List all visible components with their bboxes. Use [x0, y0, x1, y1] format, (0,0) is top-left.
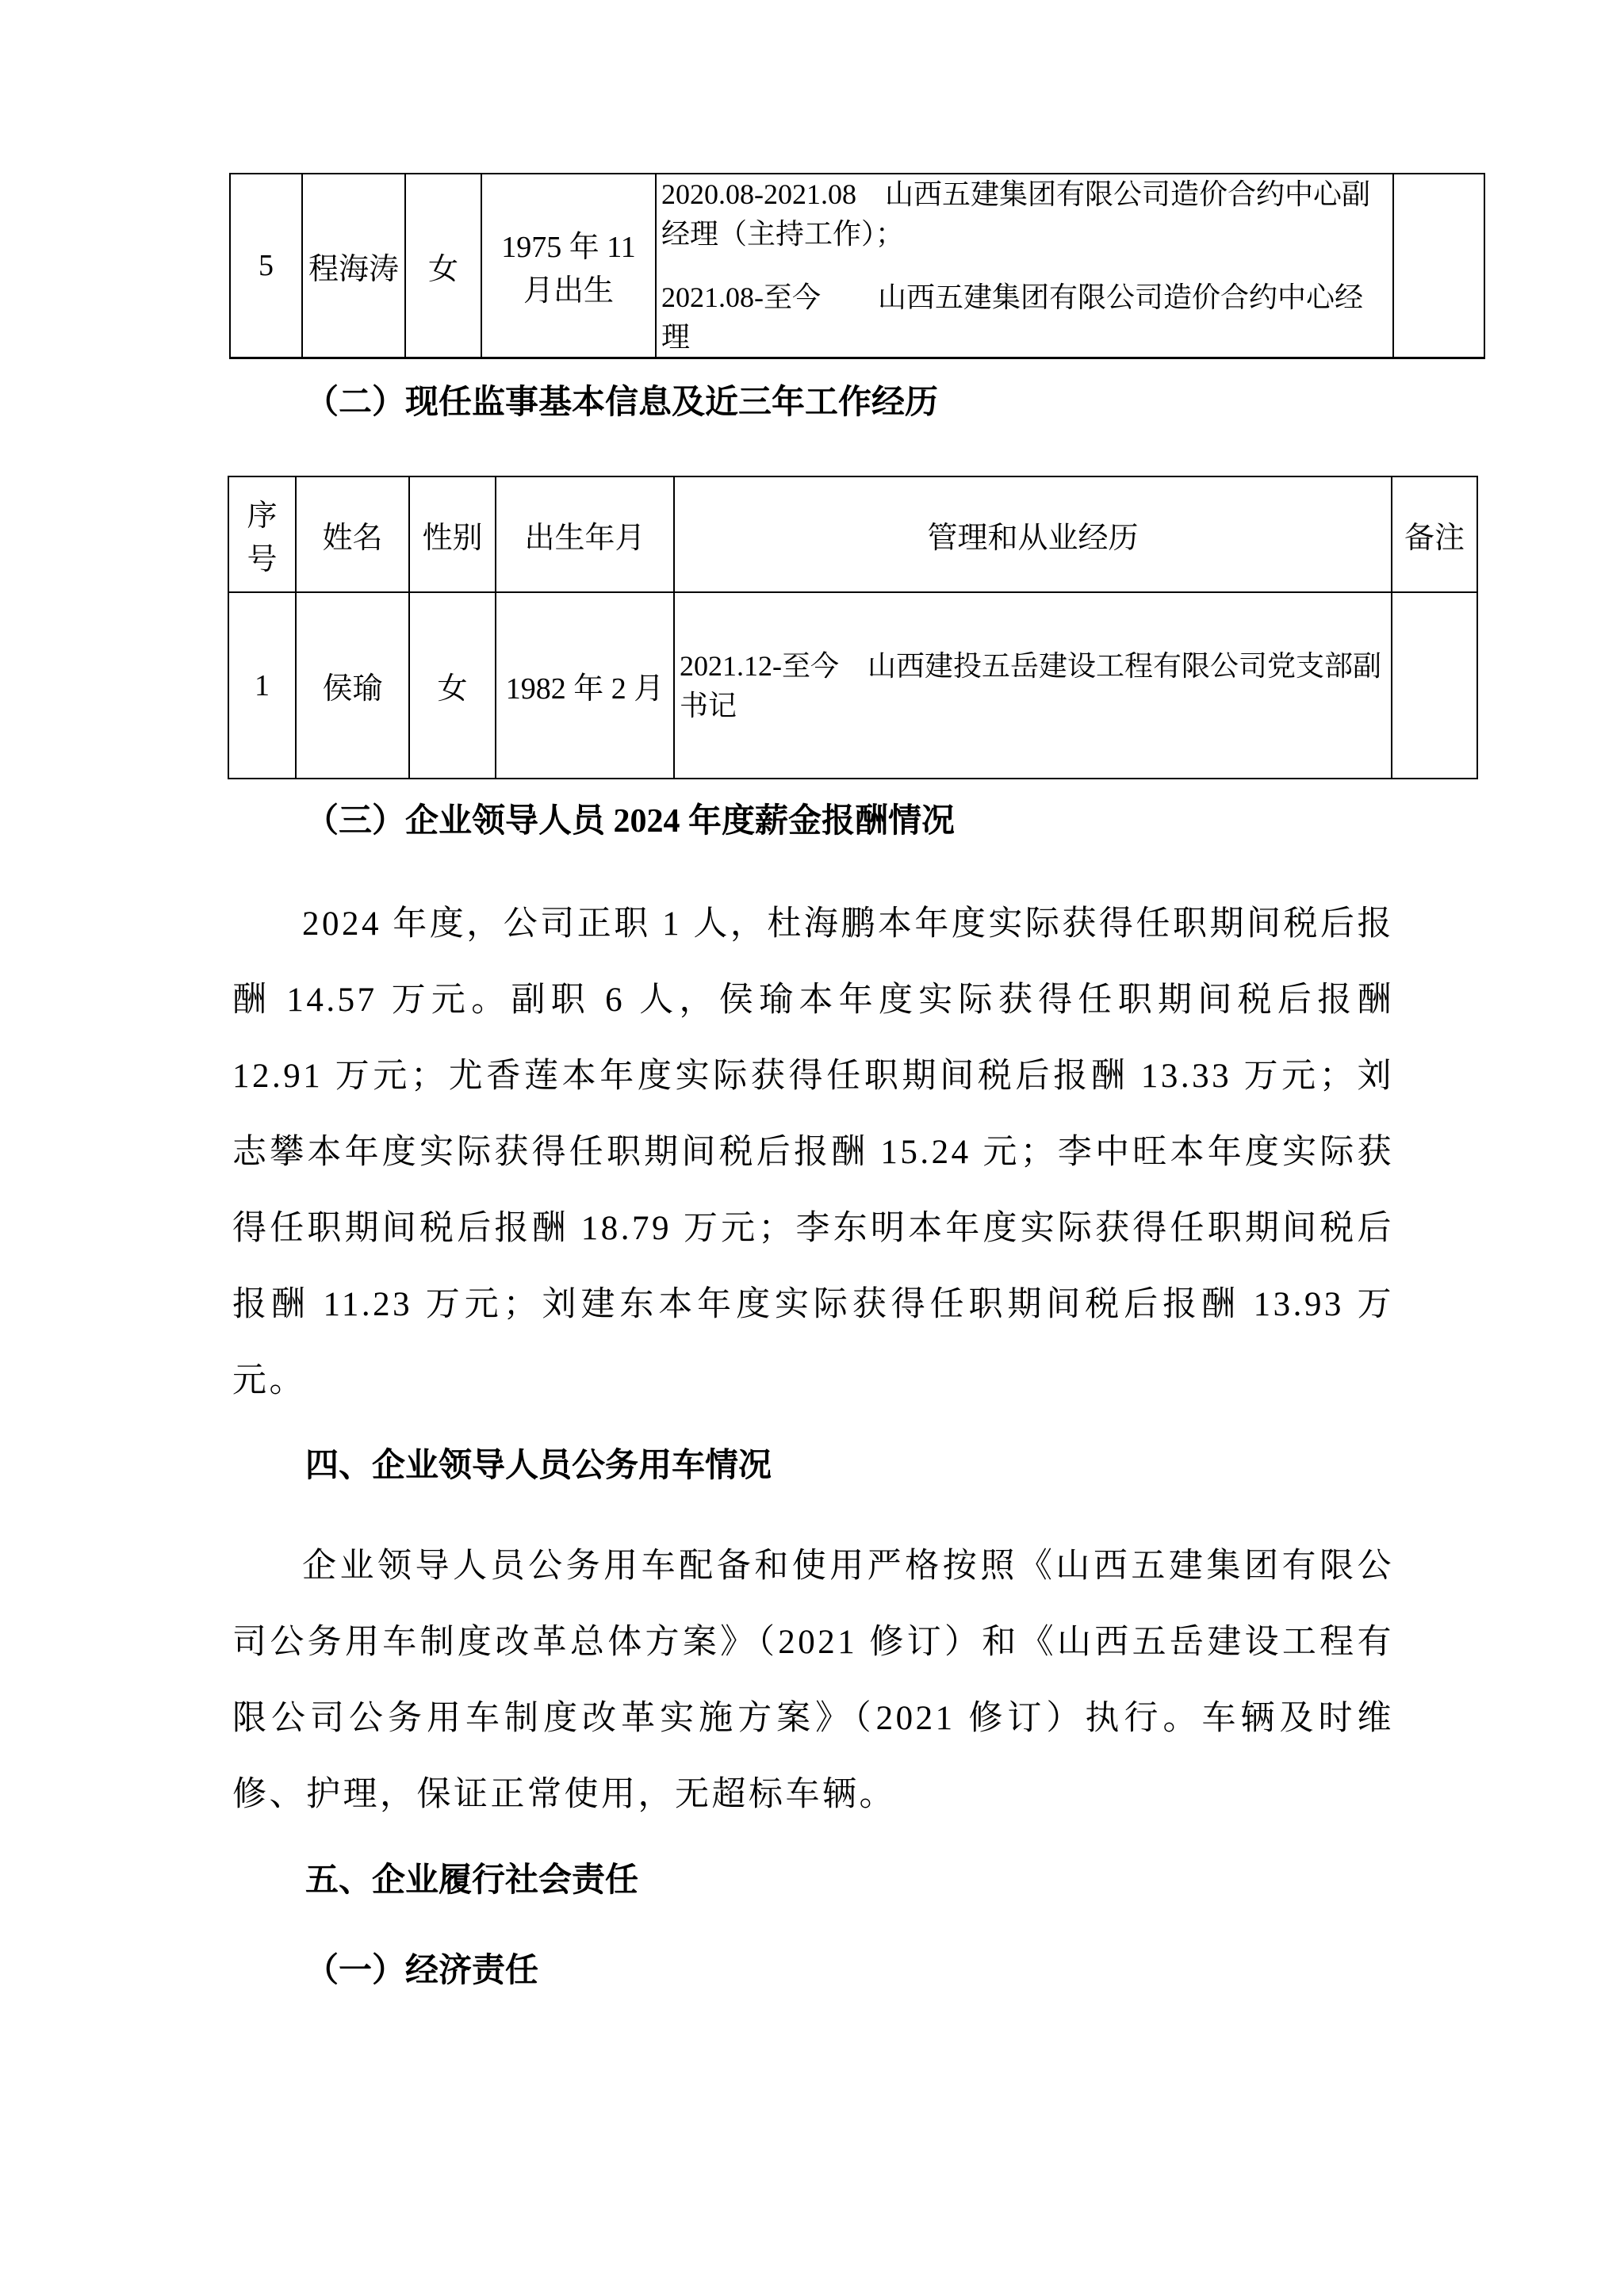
cell-gender: 女 [409, 592, 496, 779]
paragraph-salary: 2024 年度，公司正职 1 人，杜海鹏本年度实际获得任职期间税后报酬 14.57 万元。副职 6 人，侯瑜本年度实际获得任职期间税后报酬 12.91 万元；尤香莲本年度实际获得任职期间税后报酬 13.33 万元；刘志攀本年度实际获得任职期间税后报酬 15.24 元；李中旺本年度实际获得任职期间税后报酬 18.79 万元；李东明本年度实际获得任职期间税后报酬 11.23 万元；刘建东本年度实际获得任职期间税后报酬 13.93 万元。 [232, 905, 1394, 1399]
section-heading-vehicles: 四、企业领导人员公务用车情况 [305, 1448, 772, 1484]
cell-birth: 1982 年 2 月 [496, 592, 674, 779]
paragraph-vehicles: 企业领导人员公务用车配备和使用严格按照《山西五建集团有限公司公务用车制度改革总体方案》（2021 修订）和《山西五岳建设工程有限公司公务用车制度改革实施方案》（2021 修订）执行。车辆及时维修、护理，保证正常使用，无超标车辆。 [232, 1548, 1394, 1813]
cell-name: 侯瑜 [296, 592, 409, 779]
cell-remark [1392, 592, 1477, 779]
cell-career [656, 174, 1393, 358]
table-row [230, 174, 1484, 358]
header-name: 姓名 [296, 476, 409, 592]
table-header-row [228, 476, 1477, 592]
table-row [228, 592, 1477, 779]
section-heading-supervisors: （二）现任监事基本信息及近三年工作经历 [305, 385, 939, 421]
career-entry: 2021.08-至今 山西五建集团有限公司造价合约中心经理 [661, 281, 1363, 353]
cell-birth: 1975 年 11 月出生 [481, 174, 656, 358]
cell-seq: 5 [230, 174, 302, 358]
header-seq: 序号 [228, 476, 296, 592]
header-remark: 备注 [1392, 476, 1477, 592]
career-entry: 2021.12-至今 山西建投五岳建设工程有限公司党支部副书记 [680, 649, 1381, 721]
cell-seq: 1 [228, 592, 296, 779]
career-entry: 2020.08-2021.08 山西五建集团有限公司造价合约中心副经理（主持工作）； [661, 178, 1370, 250]
cell-name: 程海涛 [302, 174, 405, 358]
section-heading-social-responsibility: 五、企业履行社会责任 [305, 1862, 639, 1899]
cell-remark [1393, 174, 1484, 358]
header-birth: 出生年月 [496, 476, 674, 592]
header-gender: 性别 [409, 476, 496, 592]
cell-career [674, 592, 1392, 779]
cell-gender: 女 [405, 174, 481, 358]
header-career: 管理和从业经历 [674, 476, 1392, 592]
section-heading-salary: （三）企业领导人员 2024 年度薪金报酬情况 [305, 803, 956, 840]
section-heading-economic-responsibility: （一）经济责任 [305, 1953, 539, 1989]
supervisors-table [228, 476, 1478, 779]
officers-table-continued [229, 173, 1485, 359]
